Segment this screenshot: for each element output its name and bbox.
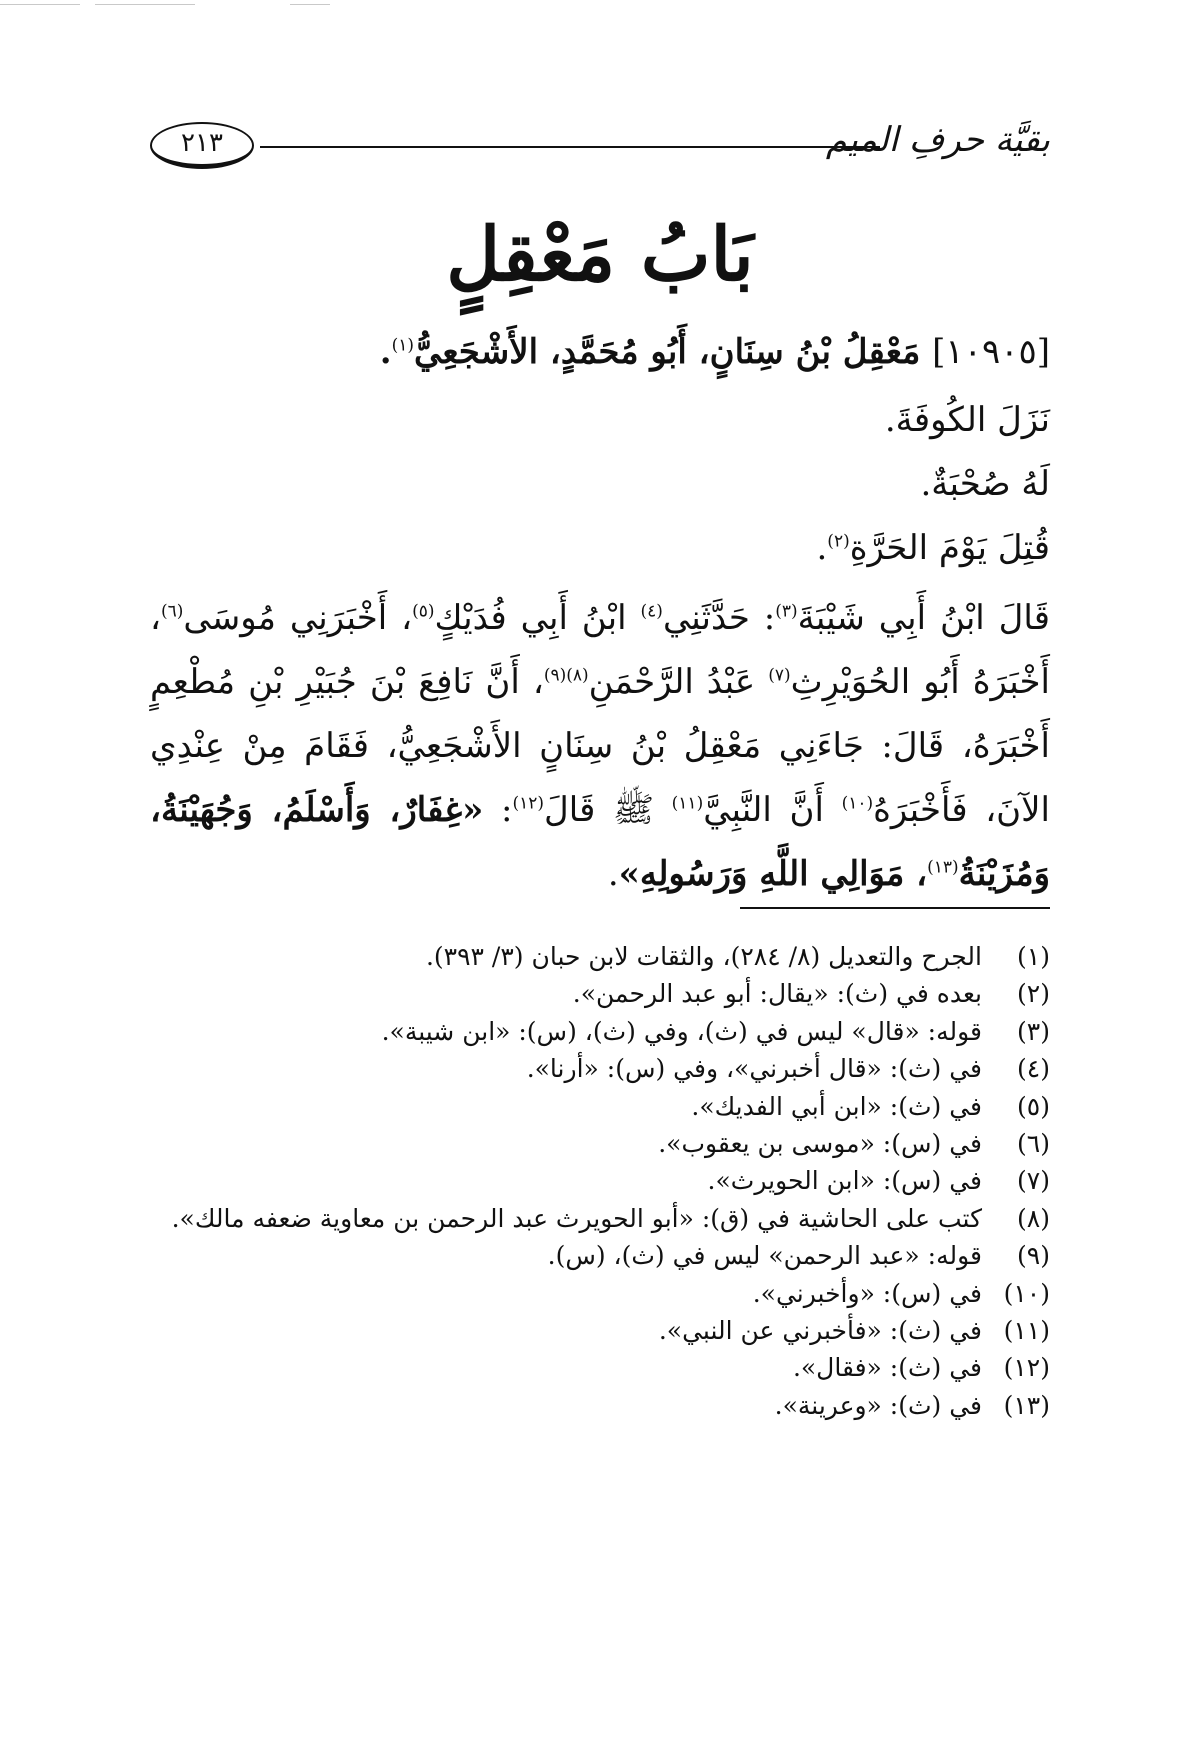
narration-text: قَالَ ابْنُ أَبِي شَيْبَةَ [797, 598, 1050, 638]
footnote-item [150, 1125, 1050, 1162]
scan-artifact [290, 4, 330, 5]
companionship-line: لَهُ صُحْبَةٌ. [920, 464, 1050, 504]
main-text [150, 320, 1050, 906]
footnote-number: (١٢) [1003, 1353, 1050, 1383]
scan-artifact [95, 4, 195, 5]
footnote-number: (١٣) [1003, 1390, 1050, 1420]
narration-text: أَنَّ النَّبِيَّ [703, 790, 842, 830]
chapter-title: بَابُ مَعْقِلٍ [446, 212, 754, 298]
footnote-item [150, 938, 1050, 975]
footnote-ref: (١٣) [927, 857, 959, 878]
footnote-item [150, 1387, 1050, 1424]
footnotes-list [150, 938, 1050, 1424]
footnote-item [150, 975, 1050, 1012]
footnote-number: (٥) [1017, 1091, 1050, 1121]
footnote-ref: (٦) [160, 601, 184, 622]
hadith-quote: «غِفَارٌ، وَأَسْلَمُ، وَجُهَيْنَةُ، وَمُزَيْنَةُ [150, 790, 1050, 894]
narration-paragraph [150, 586, 1050, 906]
scan-artifact [0, 4, 80, 5]
footnote-number: (٨) [1017, 1203, 1050, 1233]
footnote-item [150, 1237, 1050, 1274]
header-rule [260, 146, 880, 148]
footnote-item [150, 1349, 1050, 1386]
footnote-text: في (ث): «ابن أبي الفديك». [691, 1091, 982, 1121]
footnote-ref: (٢) [827, 531, 850, 552]
running-header [150, 118, 1050, 174]
footnote-ref: (٥) [412, 601, 435, 622]
footnote-number: (١٠) [1003, 1278, 1050, 1308]
narration-text: ، أَخْبَرَنِي مُوسَى [183, 598, 413, 638]
footnote-item [150, 1050, 1050, 1087]
footnote-separator [740, 907, 1050, 909]
narration-text: ابْنُ أَبِي فُدَيْكٍ [434, 598, 641, 638]
footnote-item [150, 1312, 1050, 1349]
footnote-text: في (ث): «قال أخبرني»، وفي (س): «أرنا». [526, 1054, 982, 1084]
footnote-text: قوله: «قال» ليس في (ث)، وفي (ث)، (س): «ابن شيبة». [381, 1016, 982, 1046]
footnote-ref: (١) [391, 335, 415, 356]
footnote-text: كتب على الحاشية في (ق): «أبو الحويرث عبد الرحمن بن معاوية ضعفه مالك». [171, 1203, 982, 1233]
footnote-text: في (ث): «وعرينة». [774, 1390, 982, 1420]
death-line [150, 516, 1050, 580]
footnote-item [150, 1088, 1050, 1125]
footnote-text: في (ث): «فأخبرني عن النبي». [658, 1316, 982, 1346]
footnote-ref: (٨)(٩) [543, 665, 589, 686]
footnote-text: في (س): «ابن الحويرث». [707, 1166, 982, 1196]
narration-text: : حَدَّثَنِي [662, 598, 776, 638]
footnote-item [150, 1013, 1050, 1050]
entry-number: [١٠٩٠٥] [932, 332, 1050, 372]
narration-text: ، أَنَّ نَافِعَ بْنَ جُبَيْرِ بْنِ مُطْعِمٍ أَخْبَرَهُ، قَالَ: جَاءَنِي مَعْقِلُ بْنُ سِنَانٍ الأَشْجَعِيُّ، فَقَامَ مِنْ عِنْدِي الآنَ، فَأَخْبَرَهُ [150, 662, 1050, 830]
footnote-number: (٢) [1017, 979, 1050, 1009]
hadith-quote-end: ، مَوَالِي اللَّهِ وَرَسُولِهِ» [618, 854, 928, 894]
footnote-number: (٣) [1017, 1016, 1050, 1046]
narration-text: ﷺ قَالَ [544, 790, 672, 830]
entry-name: مَعْقِلُ بْنُ سِنَانٍ، أَبُو مُحَمَّدٍ، الأَشْجَعِيُّ [414, 332, 921, 372]
footnote-text: بعده في (ث): «يقال: أبو عبد الرحمن». [572, 979, 982, 1009]
footnote-ref: (١٠) [841, 793, 874, 814]
footnote-ref: (٧) [768, 665, 791, 686]
header-title: بقيَّة حرفِ الميم [825, 120, 1050, 160]
page-number: ٢١٣ [150, 122, 254, 169]
footnote-number: (١١) [1003, 1316, 1050, 1346]
footnote-item [150, 1200, 1050, 1237]
entry-heading [150, 320, 1050, 384]
residence-line: نَزَلَ الكُوفَةَ. [884, 400, 1050, 440]
death-text: قُتِلَ يَوْمَ الحَرَّةِ [849, 528, 1050, 568]
footnote-number: (٦) [1017, 1129, 1050, 1159]
footnote-number: (١) [1017, 942, 1050, 971]
entry-name-end: . [379, 332, 392, 372]
footnote-number: (٧) [1017, 1166, 1050, 1196]
narration-end: . [607, 854, 619, 894]
narration-text: ، أَخْبَرَهُ أَبُو الحُوَيْرِثِ [150, 598, 1050, 702]
death-end: . [816, 528, 828, 568]
footnote-item [150, 1162, 1050, 1199]
footnote-item [150, 1275, 1050, 1312]
footnote-text: في (س): «وأخبرني». [752, 1278, 982, 1308]
footnote-text: الجرح والتعديل (٨/ ٢٨٤)، والثقات لابن حبان (٣/ ٣٩٣). [425, 942, 982, 971]
footnote-number: (٩) [1017, 1241, 1050, 1271]
footnote-ref: (١٢) [512, 793, 544, 814]
footnote-text: في (س): «موسى بن يعقوب». [658, 1129, 982, 1159]
narration-text: : [483, 790, 513, 830]
narration-text: عَبْدُ الرَّحْمَنِ [588, 662, 769, 702]
footnote-ref: (١١) [671, 793, 704, 814]
footnote-ref: (٤) [640, 601, 663, 622]
footnote-text: قوله: «عبد الرحمن» ليس في (ث)، (س). [547, 1241, 982, 1271]
footnote-ref: (٣) [775, 601, 798, 622]
footnote-text: في (ث): «فقال». [792, 1353, 982, 1383]
footnote-number: (٤) [1017, 1054, 1050, 1084]
